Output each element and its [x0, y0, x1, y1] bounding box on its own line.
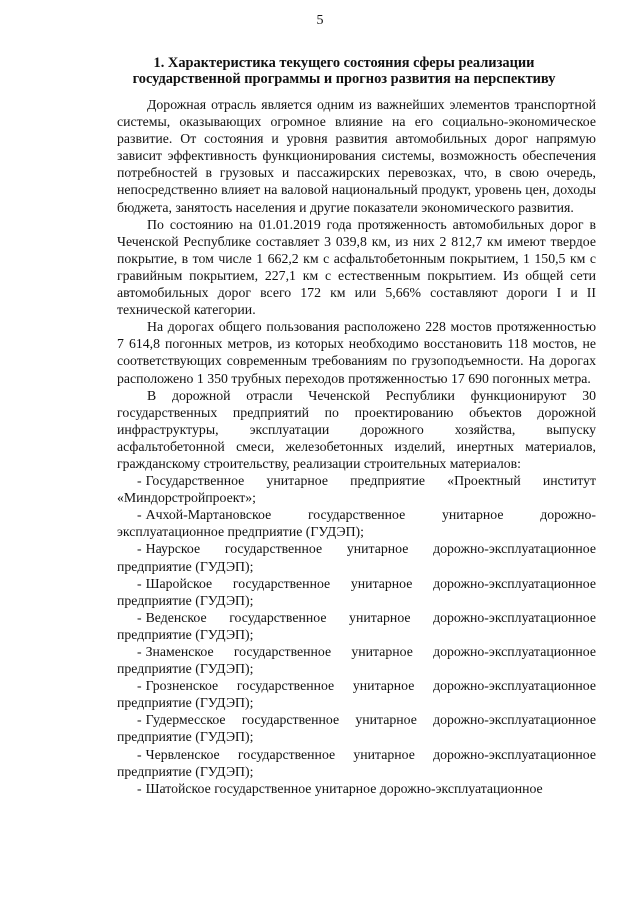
list-item: [117, 540, 596, 574]
list-marker: -: [137, 746, 142, 762]
list-marker: -: [137, 473, 142, 489]
list-marker: -: [137, 644, 142, 659]
list-item: [117, 506, 596, 540]
paragraph-road-sector: Дорожная отрасль является одним из важнейших элементов транспортной системы, оказывающих огромное влияние на его социально-экономическое развитие. От состояния и уровня развития автомобильных дорог напрямую зависит эффективность функционирования системы, возможность обеспечения потребностей в грузовых и пассажирских перевозках, что, в свою очередь, непосредственно влияет на валовой национальный продукт, уровень цен, доходы бюджета, занятость населения и другие показатели экономического развития.: [117, 97, 596, 215]
list-item: [117, 472, 596, 506]
paragraph-enterprises: В дорожной отрасли Чеченской Республики функционируют 30 государственных предприятий по проектированию объектов дорожной инфраструктуры, эксплуатации дорожного хозяйства, выпуску асфальтобетонной смеси, железобетонных изделий, инертных материалов, гражданскому строительству, реализации строительных материалов:: [117, 387, 596, 471]
list-item: [117, 746, 596, 780]
page-number: 5: [316, 13, 324, 28]
list-marker: -: [137, 712, 142, 728]
list-item: [117, 575, 596, 609]
paragraph-bridges: На дорогах общего пользования расположено 228 мостов протяженностью 7 614,8 погонных метров, из которых необходимо восстановить 118 мостов, не соответствующих современным требованиям по грузоподъемности. На дорогах расположено 1 350 трубных переходов протяженностью 17 690 погонных метра.: [117, 319, 596, 386]
list-item-text: Ачхой-Мартановское государственное унитарное дорожно-эксплуатационное предприятие (ГУДЭП);: [117, 507, 596, 540]
list-item-text: Грозненское государственное унитарное дорожно-эксплуатационное предприятие (ГУДЭП);: [117, 678, 596, 711]
enterprise-list: [117, 472, 596, 797]
list-marker: -: [137, 609, 142, 625]
document-body: [117, 96, 596, 797]
list-item-text: Шатойское государственное унитарное дорожно-эксплуатационное: [145, 780, 543, 796]
list-item-text: Знаменское государственное унитарное дорожно-эксплуатационное предприятие (ГУДЭП);: [117, 644, 596, 677]
list-item-text: Наурское государственное унитарное дорожно-эксплуатационное предприятие (ГУДЭП);: [117, 541, 596, 574]
list-item: [117, 780, 596, 797]
list-item: [117, 609, 596, 643]
list-marker: -: [137, 678, 142, 694]
list-item-text: Гудермесское государственное унитарное дорожно-эксплуатационное предприятие (ГУДЭП);: [117, 712, 596, 745]
list-item-text: Червленское государственное унитарное дорожно-эксплуатационное предприятие (ГУДЭП);: [117, 746, 596, 779]
paragraph-road-length: По состоянию на 01.01.2019 года протяженность автомобильных дорог в Чеченской Республике составляет 3 039,8 км, из них 2 812,7 км имеют твердое покрытие, в том числе 1 662,2 км с асфальтобетонным покрытием, 1 150,5 км с гравийным покрытием, 227,1 км с естественным покрытием. Из общей сети автомобильных дорог всего 172 км или 5,66% составляют дороги I и II технической категории.: [117, 216, 596, 318]
list-item-text: Шаройское государственное унитарное дорожно-эксплуатационное предприятие (ГУДЭП);: [117, 575, 596, 608]
list-marker: -: [137, 575, 142, 591]
section-heading: 1. Характеристика текущего состояния сферы реализации государственной программы и прогноз развития на перспективу: [132, 55, 556, 87]
list-marker: -: [137, 780, 142, 796]
list-marker: -: [137, 507, 142, 523]
list-item-text: Государственное унитарное предприятие «Проектный институт «Миндорстройпроект»;: [117, 473, 596, 506]
list-item-text: Веденское государственное унитарное дорожно-эксплуатационное предприятие (ГУДЭП);: [117, 609, 596, 642]
list-item: [117, 711, 596, 745]
list-item: [117, 677, 596, 711]
list-marker: -: [137, 541, 142, 557]
list-item: [117, 643, 596, 677]
